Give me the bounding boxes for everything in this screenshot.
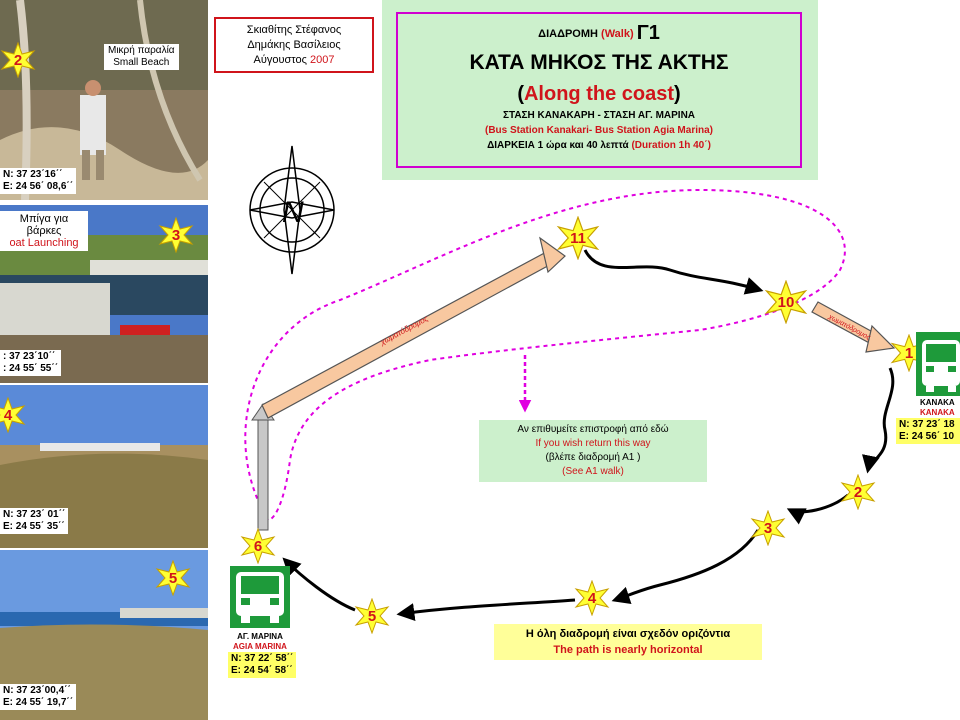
- station-coordinates-agia-marina: N: 37 22΄ 58΄΄ E: 24 54΄ 58΄΄: [228, 652, 296, 678]
- waypoint-star-11: 11: [556, 216, 600, 260]
- compass-letter: N: [282, 196, 304, 229]
- bus-icon: [230, 566, 290, 628]
- waypoint-star-6: 6: [240, 528, 276, 564]
- road-label: χωματόδρομος: [827, 313, 872, 342]
- photo-coordinates: : 37 23΄10΄΄ : 24 55΄ 55΄΄: [0, 350, 61, 376]
- route-code: ΔΙΑΔΡΟΜΗ (Walk) Γ1: [538, 22, 660, 44]
- path-segment: [585, 250, 760, 290]
- photo-star-3: 3: [158, 217, 194, 253]
- photo-star-5: 5: [155, 560, 191, 596]
- path-segment: [868, 368, 893, 470]
- path-segment: [615, 530, 758, 600]
- route-duration: ΔΙΑΡΚΕΙΑ 1 ώρα και 40 λεπτά (Duration 1h 40΄): [487, 140, 711, 151]
- station-label-kanakari: ΚΑΝΑΚΑ KANAKA: [920, 398, 955, 417]
- photo-star-2: 2: [0, 42, 36, 78]
- path-note: Η όλη διαδρομή είναι σχεδόν οριζόντια The path is nearly horizontal: [494, 624, 762, 660]
- dirt-road-arrow: [252, 404, 274, 530]
- bus-station-agia-marina: [230, 566, 290, 633]
- waypoint-star-4: 4: [574, 580, 610, 616]
- road-label: χωματόδρομος: [378, 313, 430, 347]
- station-label-agia-marina: ΑΓ. ΜΑΡΙΝΑ AGIA MARINA: [233, 632, 287, 651]
- waypoint-star-1: 1: [890, 334, 928, 372]
- photo-coordinates: N: 37 23΄ 01΄΄ E: 24 55΄ 35΄΄: [0, 508, 68, 534]
- return-note: Αν επιθυμείτε επιστροφή από εδώ If you wish return this way (βλέπε διαδρομή Α1 ) (See A1 walk): [479, 420, 707, 482]
- waypoint-star-10: 10: [764, 280, 808, 324]
- route-stations-en: (Bus Station Kanakari- Bus Station Agia Marina): [485, 125, 713, 136]
- photo-star-4: 4: [0, 397, 26, 433]
- bus-icon: [916, 332, 960, 396]
- photo-coordinates: N: 37 23΄16΄΄ E: 24 56΄ 08,6΄΄: [0, 168, 76, 194]
- photo-coordinates: N: 37 23΄00,4΄΄ E: 24 55΄ 19,7΄΄: [0, 684, 76, 710]
- photo-caption: Μικρή παραλία Small Beach: [104, 44, 179, 70]
- waypoint-star-2: 2: [840, 474, 876, 510]
- waypoint-star-3: 3: [750, 510, 786, 546]
- route-stations-gr: ΣΤΑΣΗ ΚΑΝΑΚΑΡΗ - ΣΤΑΣΗ ΑΓ. ΜΑΡΙΝΑ: [502, 110, 696, 121]
- route-subtitle: (Along the coast): [517, 83, 681, 105]
- author-box: Σκιαθίτης Στέφανος Δημάκης Βασίλειος Αύγουστος 2007: [214, 17, 374, 73]
- station-coordinates-kanakari: N: 37 23΄ 18 E: 24 56΄ 10: [896, 418, 960, 444]
- photo-caption: Μπίγα για βάρκες oat Launching: [0, 211, 88, 251]
- waypoint-star-5: 5: [354, 598, 390, 634]
- bus-station-kanakari: [916, 332, 960, 401]
- route-title: ΚΑΤΑ ΜΗΚΟΣ ΤΗΣ ΑΚΤΗΣ: [469, 51, 729, 74]
- path-segment: [400, 600, 575, 614]
- path-segment: [285, 560, 355, 610]
